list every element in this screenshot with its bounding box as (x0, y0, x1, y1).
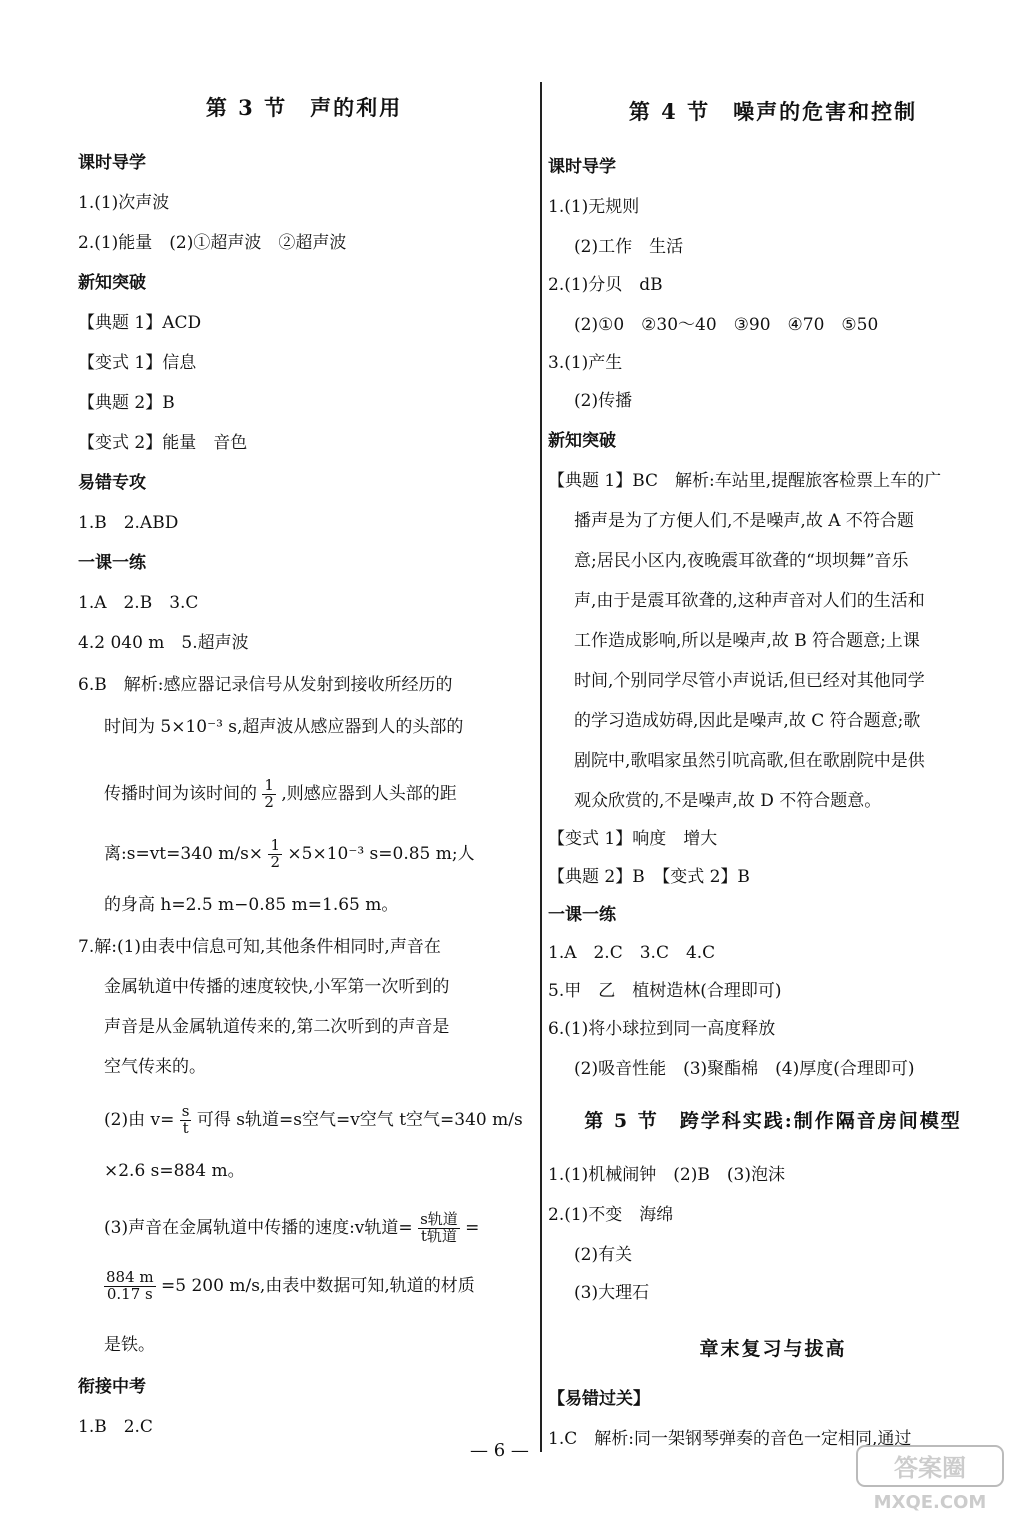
heading: 【易错过关】 (548, 1389, 650, 1409)
answer-line: 是铁。 (104, 1335, 155, 1355)
fraction (268, 838, 282, 871)
answer-line: 声,由于是震耳欲聋的,这种声音对人们的生活和 (574, 591, 925, 611)
answer-line: 【典题 1】BC 解析:车站里,提醒旅客检票上车的广 (548, 471, 942, 491)
heading: 课时导学 (78, 153, 146, 173)
numerator: s (181, 1102, 190, 1120)
svg-text:答案圈: 答案圈 (894, 1454, 966, 1482)
numerator: s轨道 (420, 1210, 458, 1228)
denominator: 0.17 s (106, 1284, 153, 1303)
answer-line (104, 1212, 479, 1245)
text: ×5×10⁻³ s=0.85 m;人 (287, 843, 475, 864)
text: 可得 s轨道=s空气=v空气 t空气=340 m/s (196, 1109, 523, 1130)
fraction (262, 778, 276, 811)
numerator: 884 m (106, 1268, 154, 1286)
heading: 衔接中考 (78, 1377, 146, 1397)
answer-line: 时间,个别同学尽管小声说话,但已经对其他同学 (574, 671, 925, 691)
answer-line: 【典题 2】B (78, 393, 175, 413)
svg-text:MXQE.COM: MXQE.COM (873, 1492, 987, 1513)
fraction (104, 1270, 156, 1303)
answer-line: 1.C 解析:同一架钢琴弹奏的音色一定相同,通过 (548, 1429, 912, 1449)
numerator: 1 (270, 836, 280, 854)
answer-line: ×2.6 s=884 m。 (104, 1161, 245, 1181)
text: (3)声音在金属轨道中传播的速度:v轨道= (104, 1217, 413, 1238)
answer-line: 【变式 1】信息 (78, 353, 197, 373)
answer-line: 金属轨道中传播的速度较快,小军第一次听到的 (104, 977, 450, 997)
answer-line: 空气传来的。 (104, 1057, 206, 1077)
answer-line: 2.(1)分贝 dB (548, 275, 663, 295)
section-title: 第 3 节 声的利用 (205, 95, 403, 120)
text: 传播时间为该时间的 (104, 783, 257, 804)
fraction (180, 1104, 192, 1137)
answer-line: 6.B 解析:感应器记录信号从发射到接收所经历的 (78, 675, 453, 695)
answer-line: (2)吸音性能 (3)聚酯棉 (4)厚度(合理即可) (574, 1059, 915, 1079)
text: (2)由 v= (104, 1109, 175, 1130)
answer-line: 【典题 1】ACD (78, 313, 202, 333)
answer-line: 时间为 5×10⁻³ s,超声波从感应器到人的头部的 (104, 717, 464, 737)
answer-line: 工作造成影响,所以是噪声,故 B 符合题意;上课 (574, 631, 920, 651)
answer-line: 3.(1)产生 (548, 353, 623, 373)
fraction (418, 1212, 460, 1245)
answer-line: 观众欣赏的,不是噪声,故 D 不符合题意。 (574, 791, 882, 811)
answer-line: (3)大理石 (574, 1283, 650, 1303)
answer-line: (2)有关 (574, 1245, 633, 1265)
answer-line (104, 1104, 523, 1137)
watermark-logo (855, 1444, 1005, 1514)
text: ,则感应器到人头部的距 (281, 783, 457, 804)
page-number: — 6 — (470, 1440, 529, 1461)
answer-line: 2.(1)不变 海绵 (548, 1205, 674, 1225)
section-title: 第 5 节 跨学科实践:制作隔音房间模型 (584, 1110, 962, 1132)
column-divider (540, 82, 542, 1452)
answer-line: 【变式 1】响度 增大 (548, 829, 718, 849)
section-title: 第 4 节 噪声的危害和控制 (628, 99, 918, 124)
denominator: 2 (264, 792, 274, 811)
answer-line: 1.(1)无规则 (548, 197, 640, 217)
text: =5 200 m/s,由表中数据可知,轨道的材质 (161, 1275, 475, 1296)
answer-line: 【变式 2】能量 音色 (78, 433, 248, 453)
answer-line: 4.2 040 m 5.超声波 (78, 633, 249, 653)
answer-line: 5.甲 乙 植树造林(合理即可) (548, 981, 782, 1001)
answer-line: 1.B 2.ABD (78, 513, 179, 533)
answer-line: (2)传播 (574, 391, 633, 411)
denominator: t (182, 1118, 189, 1137)
heading: 新知突破 (78, 273, 146, 293)
heading: 一课一练 (78, 553, 146, 573)
answer-line: 7.解:(1)由表中信息可知,其他条件相同时,声音在 (78, 937, 441, 957)
answer-line: (2)①0 ②30～40 ③90 ④70 ⑤50 (574, 315, 879, 335)
answer-line: 1.B 2.C (78, 1417, 153, 1437)
denominator: 2 (270, 852, 280, 871)
answer-line: 1.(1)次声波 (78, 193, 170, 213)
heading: 一课一练 (548, 905, 616, 925)
answer-line: 声音是从金属轨道传来的,第二次听到的声音是 (104, 1017, 450, 1037)
answer-line: 播声是为了方便人们,不是噪声,故 A 不符合题 (574, 511, 914, 531)
text: 离:s=vt=340 m/s× (104, 843, 264, 864)
answer-line: 的身高 h=2.5 m−0.85 m=1.65 m。 (104, 895, 399, 915)
answer-line: 【典题 2】B 【变式 2】B (548, 867, 750, 887)
answer-line: (2)工作 生活 (574, 237, 684, 257)
answer-line: 1.(1)机械闹钟 (2)B (3)泡沫 (548, 1165, 785, 1185)
answer-line (104, 778, 457, 811)
chapter-review-title: 章末复习与拔高 (699, 1338, 847, 1360)
answer-line (104, 1270, 475, 1303)
answer-line (104, 838, 475, 871)
answer-line: 2.(1)能量 (2)①超声波 ②超声波 (78, 233, 347, 253)
heading: 新知突破 (548, 431, 616, 451)
denominator: t轨道 (420, 1226, 457, 1245)
answer-line: 意;居民小区内,夜晚震耳欲聋的“坝坝舞”音乐 (574, 551, 909, 571)
answer-line: 1.A 2.C 3.C 4.C (548, 943, 716, 963)
text: = (465, 1217, 480, 1238)
answer-line: 剧院中,歌唱家虽然引吭高歌,但在歌剧院中是供 (574, 751, 925, 771)
heading: 课时导学 (548, 157, 616, 177)
heading: 易错专攻 (78, 473, 146, 493)
answer-line: 6.(1)将小球拉到同一高度释放 (548, 1019, 776, 1039)
answer-line: 的学习造成妨碍,因此是噪声,故 C 符合题意;歌 (574, 711, 921, 731)
answer-line: 1.A 2.B 3.C (78, 593, 199, 613)
numerator: 1 (264, 776, 274, 794)
